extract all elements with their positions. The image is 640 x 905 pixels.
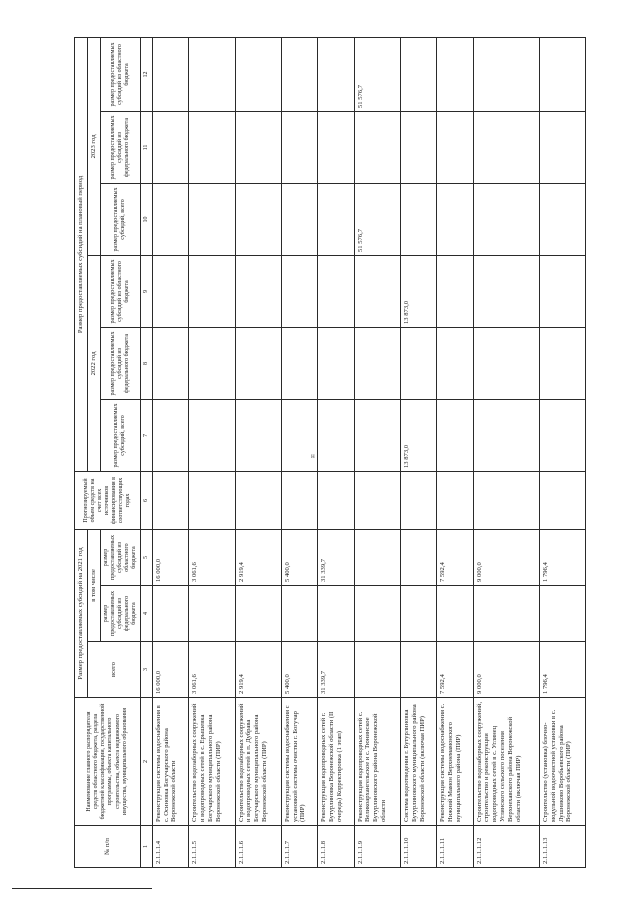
cell-t23	[281, 183, 317, 255]
table-row	[189, 37, 235, 867]
cell-name: Реконструкция водопроводных сетей с. Великоархангельское и с. Тюнинское Бутурлиновского района Воронежской области	[354, 698, 400, 826]
cell-t22	[318, 399, 354, 471]
cell-t23	[473, 183, 539, 255]
cell-no: 2.1.1.1.5	[189, 826, 235, 868]
col-no-header: № п/п	[75, 826, 141, 868]
cell-total	[354, 642, 400, 698]
cell-obl: 2 919,4	[235, 529, 281, 585]
cell-c6	[540, 471, 586, 529]
col-forecast-header: Прогнозируемый объем средств на счет всех источников финансирования в соответствующих годах	[75, 471, 141, 529]
cell-obl: 31 339,7	[318, 529, 354, 585]
cell-f23	[152, 111, 188, 183]
cell-c6	[354, 471, 400, 529]
cell-o22: 13 873,0	[400, 255, 436, 327]
bottom-rule	[12, 888, 152, 889]
cell-c6	[400, 471, 436, 529]
cell-f23	[400, 111, 436, 183]
table-row	[540, 37, 586, 867]
cell-t23	[318, 183, 354, 255]
col-fed-2021-header: размер предоставляемых субсидий из федерального бюджета	[100, 586, 140, 642]
cell-c6	[152, 471, 188, 529]
cell-f23	[235, 111, 281, 183]
cell-t23	[540, 183, 586, 255]
cell-obl: 1 796,4	[540, 529, 586, 585]
cell-fed	[400, 586, 436, 642]
table-row	[152, 37, 188, 867]
cell-o22	[354, 255, 400, 327]
col-2021-header: Размер предоставляемых субсидий на 2021 год	[75, 529, 88, 697]
cell-c6	[318, 471, 354, 529]
cell-o23	[235, 37, 281, 111]
cell-no: 2.1.1.1.4	[152, 826, 188, 868]
cell-total: 2 919,4	[235, 642, 281, 698]
cell-obl: 3 061,6	[189, 529, 235, 585]
cell-total: 7 592,4	[437, 642, 473, 698]
col-number: 12	[140, 37, 152, 111]
cell-f22	[152, 327, 188, 399]
table-row	[437, 37, 473, 867]
col-2023-header: 2023 год	[87, 37, 100, 255]
cell-o23	[281, 37, 317, 111]
cell-f23	[473, 111, 539, 183]
col-number: 11	[140, 111, 152, 183]
cell-name: Строительство водозаборных сооружений и водопроводных сетей в с. Ерышевка Богучарского муниципального района Воронежской области (ПИР)	[189, 698, 235, 826]
cell-total: 3 061,6	[189, 642, 235, 698]
cell-f22	[281, 327, 317, 399]
cell-o23	[152, 37, 188, 111]
col-including-header: в том числе	[87, 529, 100, 641]
cell-total: 9 000,0	[473, 642, 539, 698]
cell-t22	[540, 399, 586, 471]
cell-t22	[189, 399, 235, 471]
cell-o23	[400, 37, 436, 111]
col-total-2021-header: всего	[87, 642, 140, 698]
cell-no: 2.1.1.1.7	[281, 826, 317, 868]
cell-o23	[318, 37, 354, 111]
cell-fed	[437, 586, 473, 642]
col-number: 2	[140, 698, 152, 826]
col-number: 7	[140, 399, 152, 471]
cell-no: 2.1.1.1.8	[318, 826, 354, 868]
cell-total	[400, 642, 436, 698]
rotated-page	[74, 38, 586, 868]
cell-o22	[235, 255, 281, 327]
col-number: 5	[140, 529, 152, 585]
col-number: 10	[140, 183, 152, 255]
cell-c6	[235, 471, 281, 529]
cell-o23: 51 576,7	[354, 37, 400, 111]
cell-t22	[473, 399, 539, 471]
col-obl-2022-header: размер предоставляемых субсидий из областного бюджета	[100, 255, 140, 327]
col-2022-header: 2022 год	[87, 255, 100, 471]
cell-o22	[281, 255, 317, 327]
cell-f23	[540, 111, 586, 183]
column-number-row	[140, 37, 152, 867]
cell-o23	[473, 37, 539, 111]
table-row	[473, 37, 539, 867]
cell-f23	[189, 111, 235, 183]
col-number: 6	[140, 471, 152, 529]
cell-o23	[189, 37, 235, 111]
cell-o22	[473, 255, 539, 327]
cell-f22	[540, 327, 586, 399]
cell-obl	[400, 529, 436, 585]
cell-f23	[281, 111, 317, 183]
col-number: 3	[140, 642, 152, 698]
cell-name: Строительство (установка) блочно-модульной водоочистной установки в с. Лушниково Воробьевского района Воронежской области (ПИР)	[540, 698, 586, 826]
cell-t22	[152, 399, 188, 471]
cell-no: 2.1.1.1.12	[473, 826, 539, 868]
cell-f22	[235, 327, 281, 399]
col-name-header: Наименование главного распорядителя средств областного бюджета, раздела бюджетной классификации, государственной программы, объекта капитального строительства, объекта недвижимого имущества, муниципального образования	[75, 698, 141, 826]
cell-o22	[540, 255, 586, 327]
page-mark: н	[311, 452, 315, 460]
cell-t23	[152, 183, 188, 255]
col-number: 8	[140, 327, 152, 399]
cell-f23	[318, 111, 354, 183]
cell-name: Система водоотведения г. Бутурлиновка Бутурлиновского муниципального района Воронежской области (включая ПИР)	[400, 698, 436, 826]
cell-t23	[400, 183, 436, 255]
cell-f23	[437, 111, 473, 183]
cell-no: 2.1.1.1.13	[540, 826, 586, 868]
cell-t22	[281, 399, 317, 471]
cell-o22	[318, 255, 354, 327]
col-number: 4	[140, 586, 152, 642]
cell-fed	[540, 586, 586, 642]
cell-o22	[189, 255, 235, 327]
cell-obl: 5 400,0	[281, 529, 317, 585]
col-obl-2021-header: размер предоставляемых субсидий из областного бюджета	[100, 529, 140, 585]
cell-obl	[354, 529, 400, 585]
cell-total: 31 339,7	[318, 642, 354, 698]
cell-o22	[152, 255, 188, 327]
cell-t22: 13 873,0	[400, 399, 436, 471]
cell-no: 2.1.1.1.10	[400, 826, 436, 868]
cell-t23: 51 576,7	[354, 183, 400, 255]
subsidies-table	[74, 37, 586, 868]
table-row	[354, 37, 400, 867]
table-body	[152, 37, 585, 867]
cell-total: 5 400,0	[281, 642, 317, 698]
table-row	[235, 37, 281, 867]
cell-fed	[189, 586, 235, 642]
cell-t23	[235, 183, 281, 255]
cell-name: Строительство водозаборных сооружений, строительство и реконструкция водопроводных сетей в с. Углянец Углянского сельского поселения Верхнехавского района Воронежской области (включая ПИР)	[473, 698, 539, 826]
cell-t22	[235, 399, 281, 471]
col-number: 9	[140, 255, 152, 327]
cell-f22	[189, 327, 235, 399]
table-row	[281, 37, 317, 867]
cell-no: 2.1.1.1.11	[437, 826, 473, 868]
cell-o22	[437, 255, 473, 327]
cell-t23	[189, 183, 235, 255]
col-total-2023-header: размер предоставляемых субсидий, всего	[100, 183, 140, 255]
cell-c6	[473, 471, 539, 529]
cell-obl: 7 592,4	[437, 529, 473, 585]
table-header	[75, 37, 153, 867]
table-row	[400, 37, 436, 867]
cell-name: Реконструкция водопроводных сетей г. Бутурлиновка Воронежской области (II очередь) Корректировка (1 этап)	[318, 698, 354, 826]
cell-o23	[540, 37, 586, 111]
cell-name: Реконструкция системы водоснабжения в с. Осиновка Богучарского района Воронежской области	[152, 698, 188, 826]
cell-name: Строительство водозаборных сооружений и водопроводных сетей в п. Дубрава Богучарского муниципального района Воронежской области (ПИР)	[235, 698, 281, 826]
col-fed-2023-header: размер предоставляемых субсидий из федерального бюджета	[100, 111, 140, 183]
col-fed-2022-header: размер предоставляемых субсидий из федерального бюджета	[100, 327, 140, 399]
cell-no: 2.1.1.1.6	[235, 826, 281, 868]
cell-fed	[354, 586, 400, 642]
col-total-2022-header: размер предоставляемых субсидий, всего	[100, 399, 140, 471]
cell-f22	[473, 327, 539, 399]
cell-o23	[437, 37, 473, 111]
cell-f23	[354, 111, 400, 183]
cell-fed	[281, 586, 317, 642]
cell-f22	[318, 327, 354, 399]
cell-total: 16 000,0	[152, 642, 188, 698]
cell-fed	[473, 586, 539, 642]
cell-obl: 16 000,0	[152, 529, 188, 585]
table-row	[318, 37, 354, 867]
cell-f22	[400, 327, 436, 399]
cell-name: Реконструкция системы водоснабжения с. Нижний Мамон Верхнемамонского муниципального района (ПИР)	[437, 698, 473, 826]
cell-c6	[189, 471, 235, 529]
cell-fed	[235, 586, 281, 642]
cell-total: 1 796,4	[540, 642, 586, 698]
cell-c6	[437, 471, 473, 529]
cell-fed	[318, 586, 354, 642]
col-number: 1	[140, 826, 152, 868]
col-plan-header: Размер предоставляемых субсидий на плановый период	[75, 37, 88, 471]
cell-t23	[437, 183, 473, 255]
cell-fed	[152, 586, 188, 642]
cell-obl: 9 000,0	[473, 529, 539, 585]
cell-no: 2.1.1.1.9	[354, 826, 400, 868]
col-obl-2023-header: размер предоставляемых субсидий из областного бюджета	[100, 37, 140, 111]
cell-name: Реконструкция системы водоснабжения с установкой системы очистки г. Богучар (ПИР)	[281, 698, 317, 826]
cell-c6	[281, 471, 317, 529]
cell-t22	[354, 399, 400, 471]
cell-t22	[437, 399, 473, 471]
cell-f22	[354, 327, 400, 399]
cell-f22	[437, 327, 473, 399]
